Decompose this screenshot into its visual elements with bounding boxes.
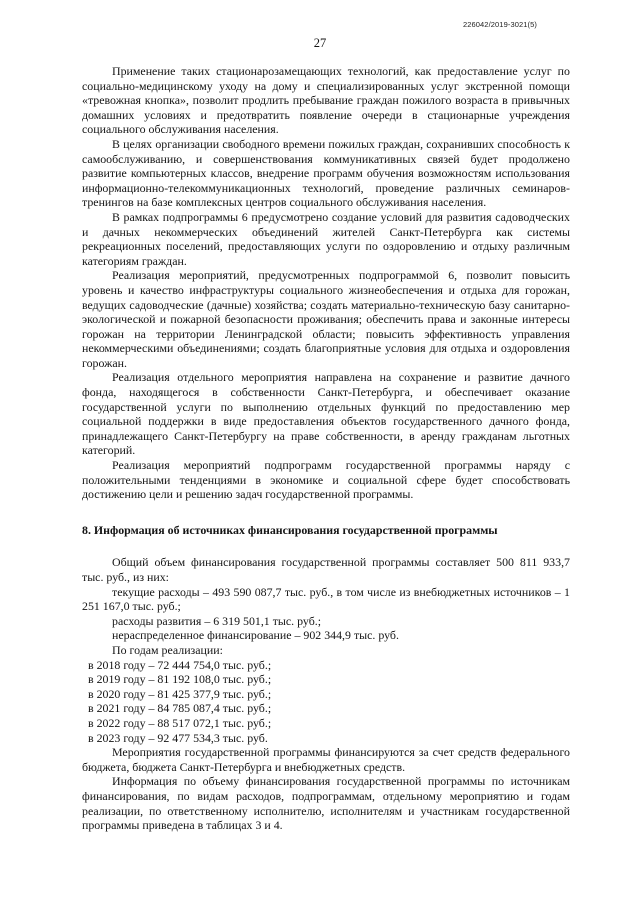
financing-total: Общий объем финансирования государственной программы составляет 500 811 933,7 тыс. руб., из них:	[82, 555, 570, 584]
paragraph: Применение таких стационарозамещающих технологий, как предоставление услуг по социально-медицинскому уходу на дому и специализированных услуг экстренной помощи «тревожная кнопка», позволит продлить пребывание граждан пожилого возраста в привычных домашних условиях и предотвратить появление очереди в стационарные учреждения социального обслуживания населения.	[82, 64, 570, 137]
financing-sources: Мероприятия государственной программы финансируются за счет средств федерального бюджета, бюджета Санкт-Петербурга и внебюджетных средств.	[82, 745, 570, 774]
year-item: в 2021 году – 84 785 087,4 тыс. руб.;	[88, 701, 272, 716]
year-item: в 2018 году – 72 444 754,0 тыс. руб.;	[88, 657, 272, 672]
financing-current: текущие расходы – 493 590 087,7 тыс. руб., в том числе из внебюджетных источников – 1 251 167,0 тыс. руб.;	[82, 584, 570, 614]
financing-unallocated: нераспределенное финансирование – 902 344,9 тыс. руб.	[112, 628, 399, 643]
section-heading: 8. Информация об источниках финансирования государственной программы	[82, 522, 498, 537]
by-years-label: По годам реализации:	[112, 642, 223, 657]
page-number: 27	[313, 36, 327, 50]
year-item: в 2020 году – 81 425 377,9 тыс. руб.;	[88, 686, 272, 701]
page-content	[82, 64, 570, 833]
paragraph: Реализация отдельного мероприятия направлена на сохранение и развитие дачного фонда, находящегося в собственности Санкт-Петербурга, и обеспечивает оказание государственной услуги по выполнению отдельных функций по предоставлению мер социальной поддержки в виде предоставления объектов государственного дачного фонда, принадлежащего Санкт-Петербургу на праве собственности, в аренду гражданам льготных категорий.	[82, 370, 570, 458]
years-list	[82, 658, 570, 746]
paragraph: В рамках подпрограммы 6 предусмотрено создание условий для развития садоводческих и дачных некоммерческих объединений жителей Санкт-Петербурга как системы рекреационных поселений, предоставляющих услуги по оздоровлению и отдыху различным категориям граждан.	[82, 209, 570, 268]
year-item: в 2019 году – 81 192 108,0 тыс. руб.;	[88, 672, 272, 687]
financing-development: расходы развития – 6 319 501,1 тыс. руб.;	[112, 613, 322, 628]
paragraph: Реализация мероприятий подпрограмм государственной программы наряду с положительными тенденциями в экономике и социальной сфере будет способствовать достижению цели и решению задач государственной программы.	[82, 458, 570, 502]
paragraph: Реализация мероприятий, предусмотренных подпрограммой 6, позволит повысить уровень и качество инфраструктуры социального жизнеобеспечения и отдыха для горожан, ведущих садоводческие (дачные) хозяйства; создать материально-техническую базу санитарно-экологической и пожарной безопасности проживания; обеспечить права и законные интересы горожан на территории Ленинградской области; повысить эффективность управления некоммерческими объединениями; создать благоприятные условия для отдыха и оздоровления горожан.	[82, 268, 570, 370]
paragraph: В целях организации свободного времени пожилых граждан, сохранивших способность к самообслуживанию, и совершенствования коммуникативных связей будет продолжено развитие компьютерных классов, внедрение программ обучения возможностям использования информационно-телекоммуникационных технологий, проведение различных семинаров-тренингов на базе комплексных центров социального обслуживания населения.	[82, 136, 570, 210]
document-id: 226042/2019-3021(5)	[462, 20, 537, 29]
year-item: в 2022 году – 88 517 072,1 тыс. руб.;	[88, 715, 272, 730]
financing-tables-note: Информация по объему финансирования государственной программы по источникам финансирования, по видам расходов, подпрограммам, отдельному мероприятию и годам реализации, по ответственному исполнителю, исполнителям и участникам государственной программы приведена в таблицах 3 и 4.	[82, 774, 570, 833]
year-item: в 2023 году – 92 477 534,3 тыс. руб.	[88, 730, 268, 745]
